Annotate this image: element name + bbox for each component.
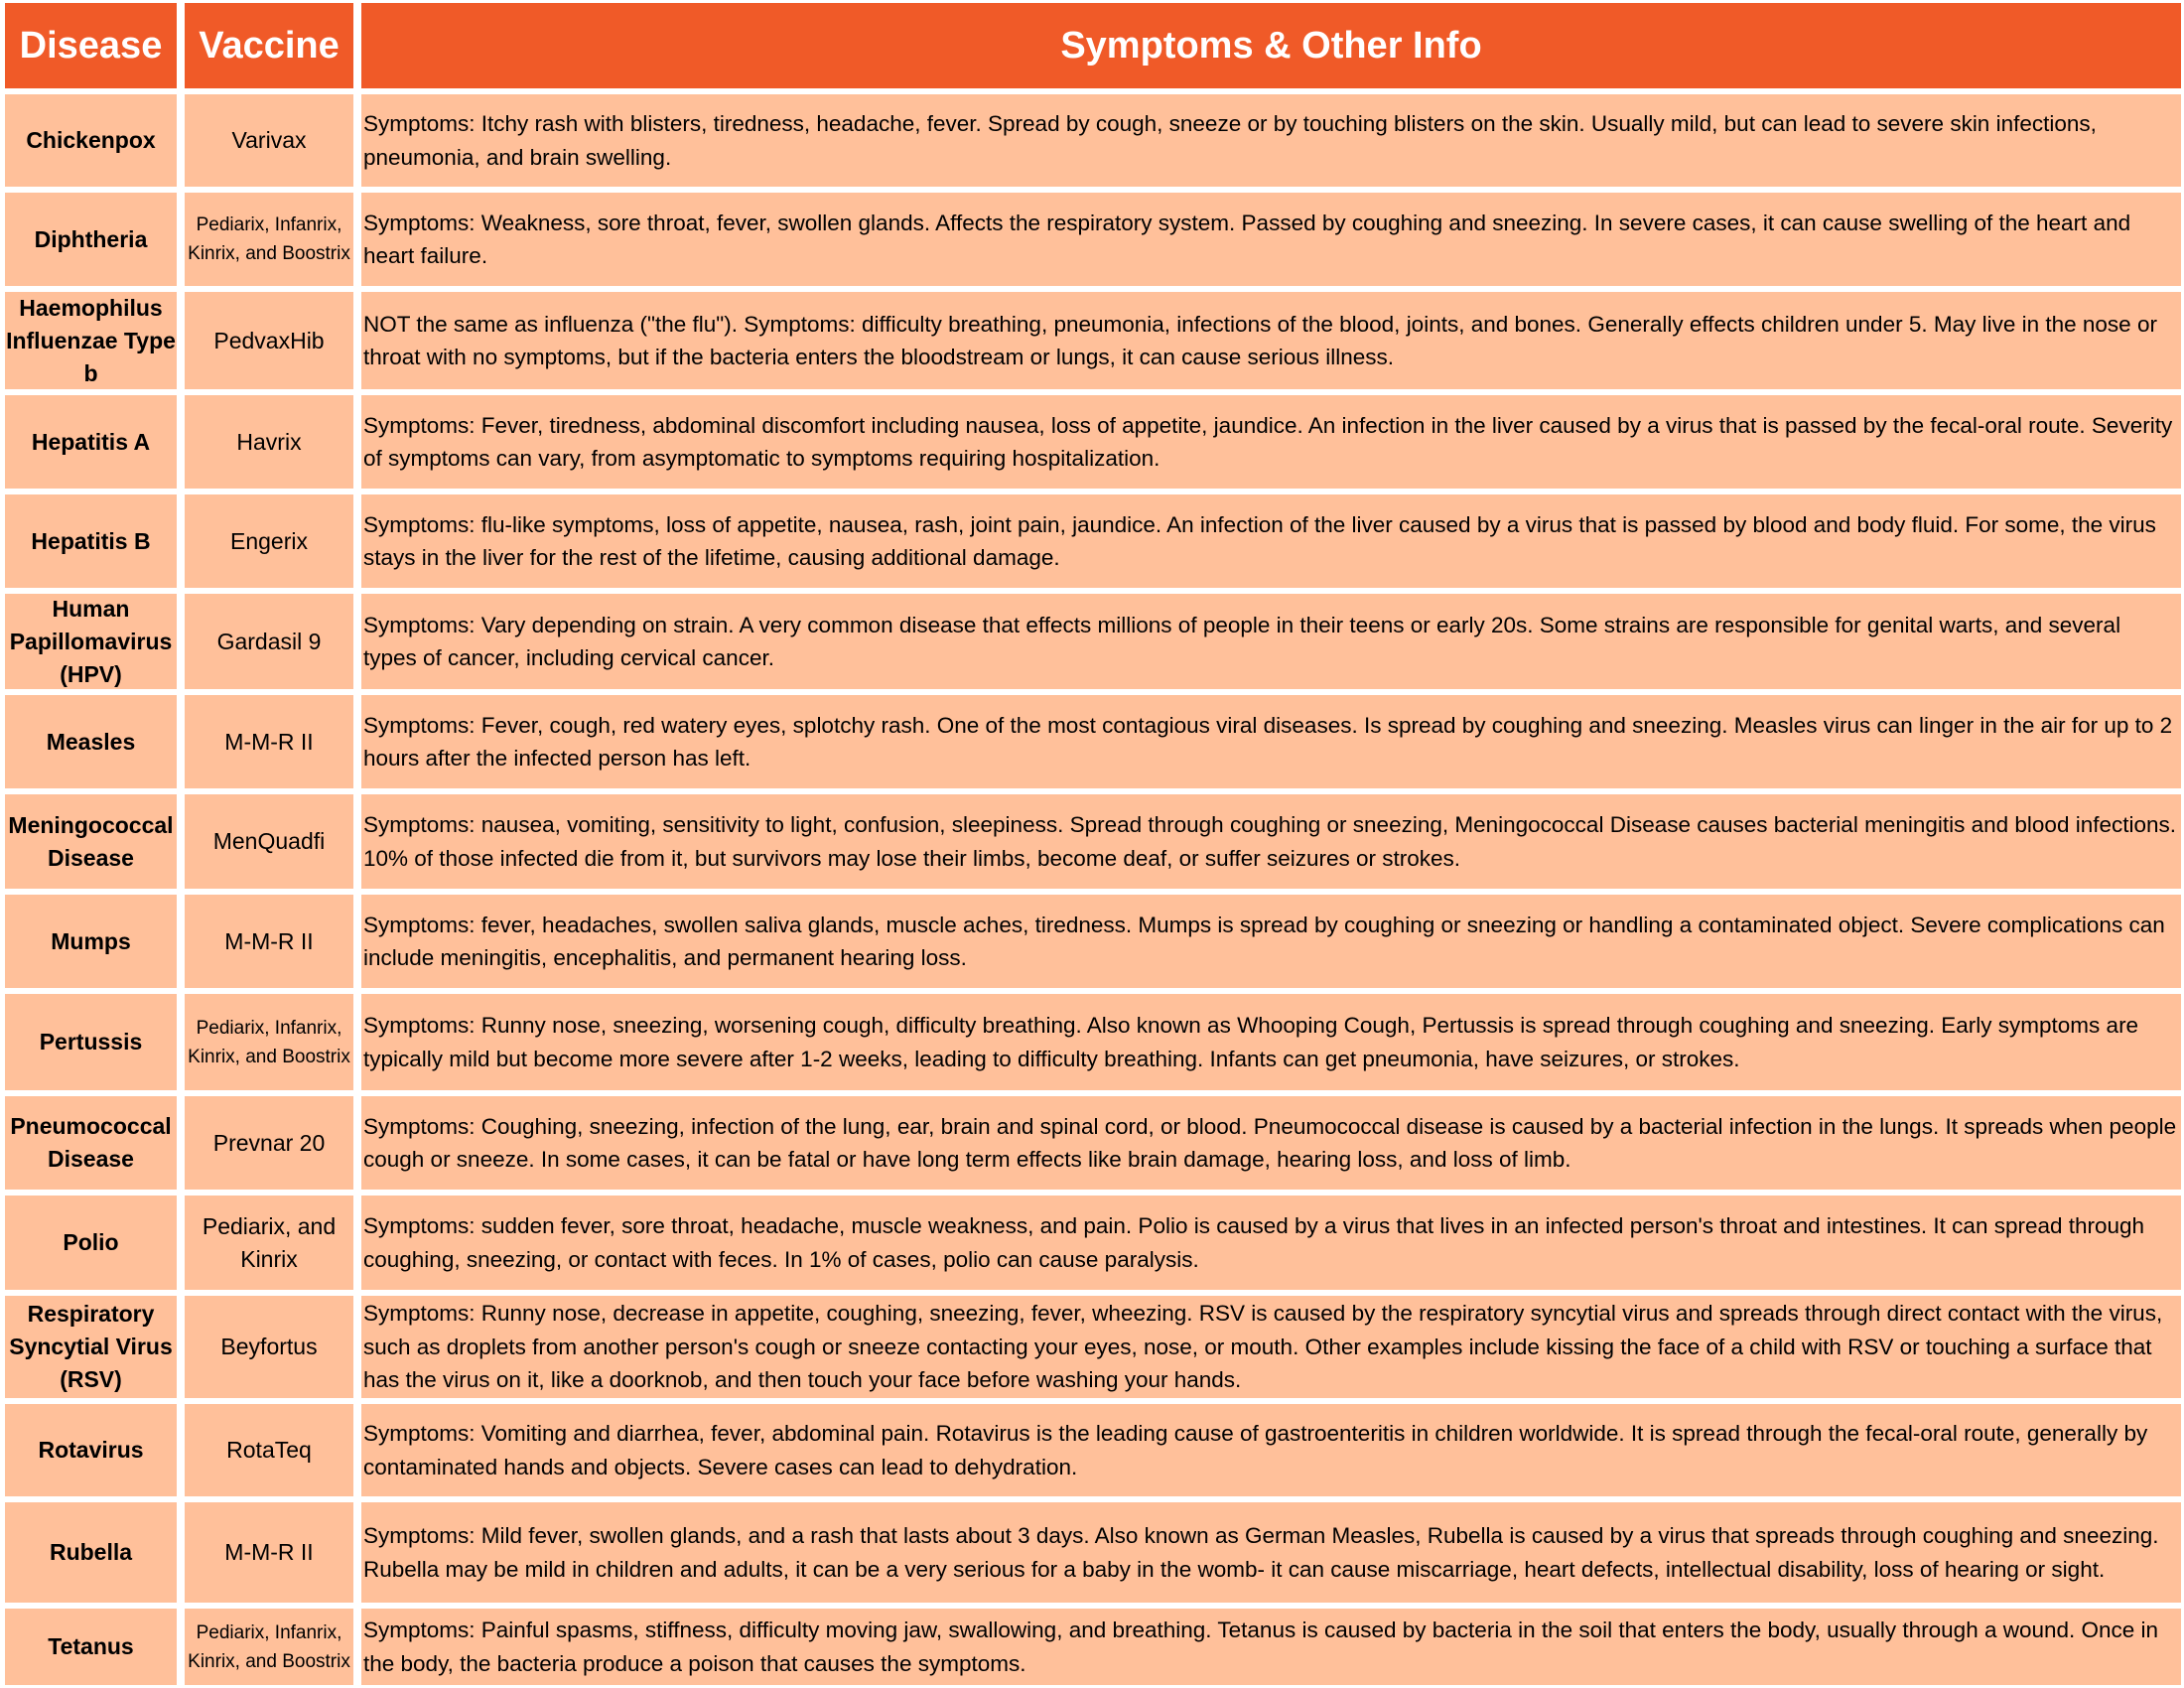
vaccine-cell: Pediarix, Infanrix, Kinrix, and Boostrix [180, 991, 356, 1093]
vaccine-cell: M-M-R II [180, 692, 356, 791]
info-cell: Symptoms: nausea, vomiting, sensitivity to light, confusion, sleepiness. Spread through coughing or sneezing, Meningococcal Disease causes bacterial meningitis and blood infections. 10% of those infected die from it, but survivors may lose their limbs, become deaf, or suffer seizures or strokes. [356, 791, 2184, 892]
disease-cell: Human Papillomavirus (HPV) [0, 591, 180, 692]
info-cell: Symptoms: Vary depending on strain. A very common disease that effects millions of people in their teens or early 20s. Some strains are responsible for genital warts, and several types of cancer, including cervical cancer. [356, 591, 2184, 692]
disease-cell: Measles [0, 692, 180, 791]
info-cell: NOT the same as influenza ("the flu"). Symptoms: difficulty breathing, pneumonia, infections of the blood, joints, and bones. Generally effects children under 5. May live in the nose or throat with no symptoms, but if the bacteria enters the bloodstream or lungs, it can cause serious illness. [356, 289, 2184, 392]
info-cell: Symptoms: Vomiting and diarrhea, fever, abdominal pain. Rotavirus is the leading cause of gastroenteritis in children worldwide. It is spread through the fecal-oral route, generally by contaminated hands and objects. Severe cases can lead to dehydration. [356, 1401, 2184, 1499]
disease-cell: Tetanus [0, 1606, 180, 1688]
disease-cell: Polio [0, 1193, 180, 1293]
vaccine-cell: M-M-R II [180, 892, 356, 991]
info-cell: Symptoms: flu-like symptoms, loss of appetite, nausea, rash, joint pain, jaundice. An infection of the liver caused by a virus that is passed by blood and body fluid. For some, the virus stays in the liver for the rest of the lifetime, causing additional damage. [356, 492, 2184, 591]
header-info: Symptoms & Other Info [356, 0, 2184, 91]
disease-cell: Chickenpox [0, 91, 180, 190]
disease-cell: Pertussis [0, 991, 180, 1093]
info-cell: Symptoms: fever, headaches, swollen saliva glands, muscle aches, tiredness. Mumps is spread by coughing or sneezing or handling a contaminated object. Severe complications can include meningitis, encephalitis, and permanent hearing loss. [356, 892, 2184, 991]
vaccine-cell: Havrix [180, 392, 356, 492]
disease-cell: Diphtheria [0, 190, 180, 289]
info-cell: Symptoms: Fever, cough, red watery eyes, splotchy rash. One of the most contagious viral diseases. Is spread by coughing and sneezing. Measles virus can linger in the air for up to 2 hours after the infected person has left. [356, 692, 2184, 791]
vaccine-cell: Gardasil 9 [180, 591, 356, 692]
info-cell: Symptoms: Itchy rash with blisters, tiredness, headache, fever. Spread by cough, sneeze or by touching blisters on the skin. Usually mild, but can lead to severe skin infections, pneumonia, and brain swelling. [356, 91, 2184, 190]
header-disease: Disease [0, 0, 180, 91]
info-cell: Symptoms: Fever, tiredness, abdominal discomfort including nausea, loss of appetite, jaundice. An infection in the liver caused by a virus that is passed by the fecal-oral route. Severity of symptoms can vary, from asymptomatic to symptoms requiring hospitalization. [356, 392, 2184, 492]
disease-cell: Rotavirus [0, 1401, 180, 1499]
vaccine-cell: Engerix [180, 492, 356, 591]
disease-cell: Meningococcal Disease [0, 791, 180, 892]
disease-cell: Rubella [0, 1499, 180, 1606]
disease-cell: Mumps [0, 892, 180, 991]
info-cell: Symptoms: Coughing, sneezing, infection of the lung, ear, brain and spinal cord, or blood. Pneumococcal disease is caused by a bacterial infection in the lungs. It spreads when people cough or sneeze. In some cases, it can be fatal or have long term effects like brain damage, hearing loss, and loss of limb. [356, 1093, 2184, 1193]
vaccine-cell: PedvaxHib [180, 289, 356, 392]
vaccine-cell: RotaTeq [180, 1401, 356, 1499]
info-cell: Symptoms: Weakness, sore throat, fever, swollen glands. Affects the respiratory system. Passed by coughing and sneezing. In severe cases, it can cause swelling of the heart and heart failure. [356, 190, 2184, 289]
info-cell: Symptoms: sudden fever, sore throat, headache, muscle weakness, and pain. Polio is caused by a virus that lives in an infected person's throat and intestines. It can spread through coughing, sneezing, or contact with feces. In 1% of cases, polio can cause paralysis. [356, 1193, 2184, 1293]
vaccine-cell: MenQuadfi [180, 791, 356, 892]
disease-cell: Hepatitis A [0, 392, 180, 492]
info-cell: Symptoms: Mild fever, swollen glands, and a rash that lasts about 3 days. Also known as German Measles, Rubella is caused by a virus that spreads through coughing and sneezing. Rubella may be mild in children and adults, it can be a very serious for a baby in the womb- it can cause miscarriage, heart defects, intellectual disability, loss of hearing or sight. [356, 1499, 2184, 1606]
vaccine-cell: Pediarix, and Kinrix [180, 1193, 356, 1293]
disease-cell: Haemophilus Influenzae Type b [0, 289, 180, 392]
info-cell: Symptoms: Runny nose, sneezing, worsening cough, difficulty breathing. Also known as Whooping Cough, Pertussis is spread through coughing and sneezing. Early symptoms are typically mild but become more severe after 1-2 weeks, leading to difficulty breathing. Infants can get pneumonia, have seizures, or strokes. [356, 991, 2184, 1093]
disease-cell: Pneumococcal Disease [0, 1093, 180, 1193]
vaccine-cell: Pediarix, Infanrix, Kinrix, and Boostrix [180, 190, 356, 289]
info-cell: Symptoms: Runny nose, decrease in appetite, coughing, sneezing, fever, wheezing. RSV is caused by the respiratory syncytial virus and spreads through direct contact with the virus, such as droplets from another person's cough or sneeze contacting your eyes, nose, or mouth. Other examples include kissing the face of a child with RSV or touching a surface that has the virus on it, like a doorknob, and then touch your face before washing your hands. [356, 1293, 2184, 1401]
info-cell: Symptoms: Painful spasms, stiffness, difficulty moving jaw, swallowing, and breathing. Tetanus is caused by bacteria in the soil that enters the body, usually through a wound. Once in the body, the bacteria produce a poison that causes the symptoms. [356, 1606, 2184, 1688]
vaccine-cell: Varivax [180, 91, 356, 190]
vaccine-cell: Beyfortus [180, 1293, 356, 1401]
disease-cell: Respiratory Syncytial Virus (RSV) [0, 1293, 180, 1401]
vaccine-cell: Prevnar 20 [180, 1093, 356, 1193]
disease-cell: Hepatitis B [0, 492, 180, 591]
vaccine-cell: Pediarix, Infanrix, Kinrix, and Boostrix [180, 1606, 356, 1688]
header-vaccine: Vaccine [180, 0, 356, 91]
vaccine-cell: M-M-R II [180, 1499, 356, 1606]
